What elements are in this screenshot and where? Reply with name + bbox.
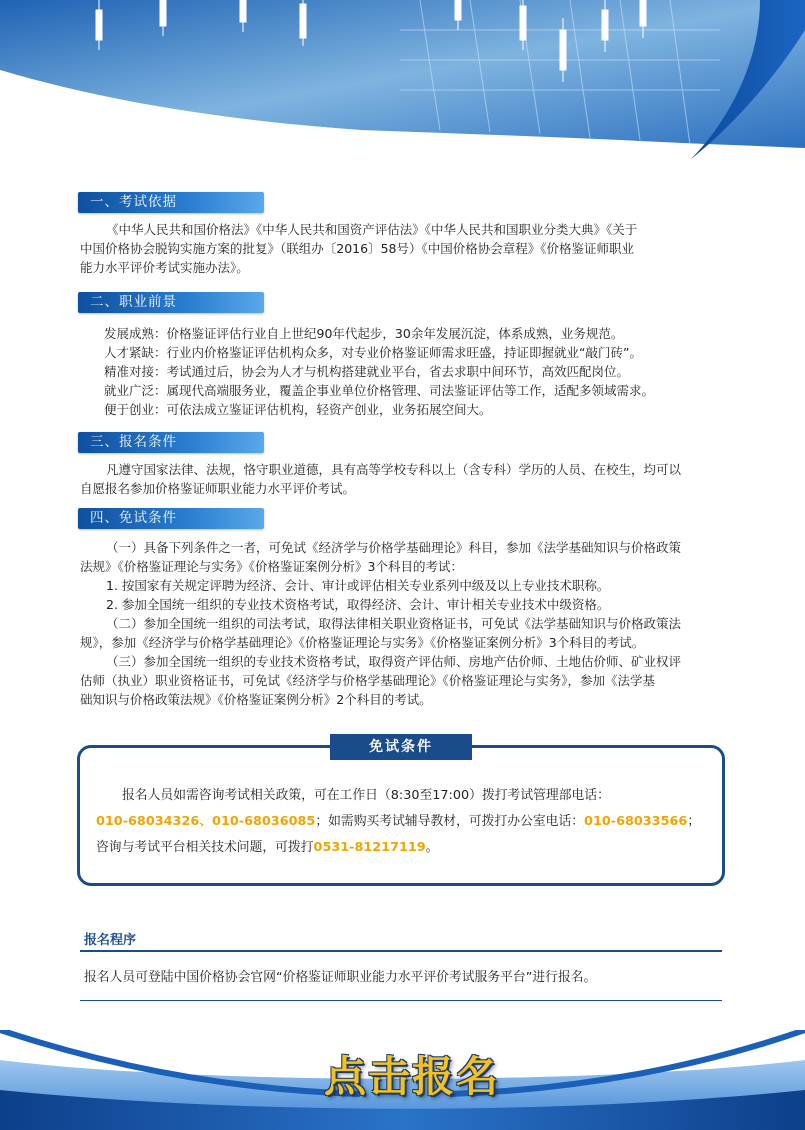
text-line: （一）具备下列条件之一者，可免试《经济学与价格学基础理论》科目，参加《法学基础知识与价格政策 — [106, 540, 682, 555]
exam-phone-link[interactable]: 010-68034326、010-68036085 — [96, 814, 316, 829]
text-line: 估师（执业）职业资格证书，可免试《经济学与价格学基础理论》《价格鉴证理论与实务》，参加《法学基 — [80, 673, 656, 688]
prospects-text — [104, 324, 654, 419]
text-line: 便于创业：可依法成立鉴证评估机构，轻资产创业，业务拓展空间大。 — [104, 402, 492, 417]
text-line: 2. 参加全国统一组织的专业技术资格考试，取得经济、会计、审计相关专业技术中级资格。 — [106, 597, 610, 612]
contact-line-2 — [96, 809, 700, 835]
contact-text: 。 — [425, 840, 439, 855]
text-line: 自愿报名参加价格鉴证师职业能力水平评价考试。 — [80, 481, 356, 496]
text-line: （三）参加全国统一组织的专业技术资格考试，取得资产评估师、房地产估价师、土地估价师、矿业权评 — [106, 654, 682, 669]
procedure-text: 报名人员可登陆中国价格协会官网“价格鉴证师职业能力水平评价考试服务平台”进行报名。 — [84, 970, 597, 985]
text-line: 精准对接：考试通过后，协会为人才与机构搭建就业平台，省去求职中间环节，高效匹配岗位。 — [104, 364, 630, 379]
text-line: 规》，参加《经济学与价格学基础理论》《价格鉴证理论与实务》《价格鉴证案例分析》3个科目的考试。 — [80, 635, 645, 650]
divider — [80, 1000, 722, 1001]
text-line: 凡遵守国家法律、法规，恪守职业道德，具有高等学校专科以上（含专科）学历的人员、在校生，均可以 — [106, 462, 682, 477]
office-phone-link[interactable]: 010-68033566 — [584, 814, 688, 829]
text-line: 法规》《价格鉴证理论与实务》《价格鉴证案例分析》3个科目的考试： — [80, 559, 463, 574]
text-line: 就业广泛：属现代高端服务业，覆盖企事业单位价格管理、司法鉴证评估等工作，适配多领域需求。 — [104, 383, 655, 398]
register-button[interactable]: 点击报名 — [323, 1052, 500, 1101]
section-header-exemption: 四、免试条件 — [78, 508, 264, 529]
section-header-basis: 一、考试依据 — [78, 192, 264, 213]
contact-line-1 — [96, 783, 700, 809]
requirements-text — [80, 460, 681, 498]
text-line: 发展成熟：价格鉴证评估行业自上世纪90年代起步，30余年发展沉淀，体系成熟，业务规范。 — [104, 326, 624, 341]
contact-box-text — [96, 783, 700, 861]
contact-text: ； — [687, 814, 701, 829]
contact-text: 咨询与考试平台相关技术问题，可拨打 — [96, 840, 314, 855]
tech-phone-link[interactable]: 0531-81217119 — [313, 840, 426, 855]
procedure-title: 报名程序 — [84, 933, 137, 948]
text-line: 《中华人民共和国价格法》《中华人民共和国资产评估法》《中华人民共和国职业分类大典》《关于 — [106, 222, 638, 237]
text-line: （二）参加全国统一组织的司法考试，取得法律相关职业资格证书，可免试《法学基础知识与价格政策法 — [106, 616, 682, 631]
section-header-requirements: 三、报名条件 — [78, 432, 264, 453]
contact-line-3 — [96, 835, 700, 861]
text-line: 能力水平评价考试实施办法》。 — [80, 260, 249, 275]
contact-text: 报名人员如需咨询考试相关政策，可在工作日（8:30至17:00）拨打考试管理部电话： — [122, 788, 610, 803]
text-line: 中国价格协会脱钩实施方案的批复》（联组办〔2016〕58号）《中国价格协会章程》《价格鉴证师职业 — [80, 241, 634, 256]
basis-text — [80, 220, 637, 277]
divider — [80, 950, 722, 952]
header-banner — [0, 0, 805, 160]
text-line: 人才紧缺：行业内价格鉴证评估机构众多，对专业价格鉴证师需求旺盛，持证即握就业“敲门砖”。 — [104, 345, 642, 360]
text-line: 础知识与价格政策法规》《价格鉴证案例分析》2个科目的考试。 — [80, 692, 432, 707]
section-header-prospects: 二、职业前景 — [78, 292, 264, 313]
contact-box-title: 免试条件 — [330, 734, 472, 760]
text-line: 1. 按国家有关规定评聘为经济、会计、审计或评估相关专业系列中级及以上专业技术职称。 — [106, 578, 610, 593]
contact-text: ；如需购买考试辅导教材，可拨打办公室电话： — [315, 814, 585, 829]
exemption-text — [80, 538, 681, 709]
